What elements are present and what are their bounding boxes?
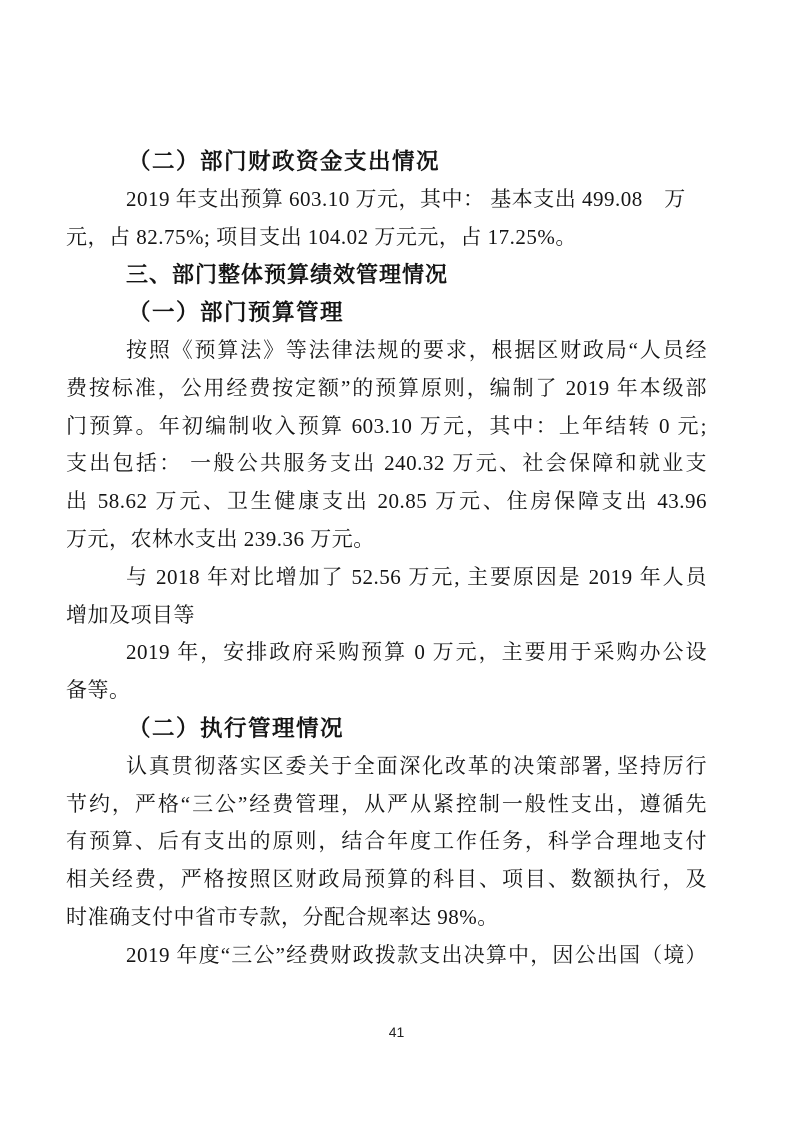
paragraph-line: 增加及项目等 [66, 602, 195, 627]
paragraph-line: 有预算、后有支出的原则，结合年度工作任务，科学合理地支付 [66, 829, 707, 854]
paragraph-line: 节约，严格“三公”经费管理，从严从紧控制一般性支出，遵循先 [66, 791, 707, 816]
paragraph-line: 认真贯彻落实区委关于全面深化改革的决策部署, 坚持厉行 [126, 753, 707, 778]
paragraph-line: 出 58.62 万元、卫生健康支出 20.85 万元、住房保障支出 43.96 [66, 489, 707, 514]
paragraph-line: 2019 年，安排政府采购预算 0 万元，主要用于采购办公设 [126, 640, 707, 665]
page-number: 41 [388, 1024, 405, 1040]
paragraph-line: 2019 年支出预算 603.10 万元，其中： 基本支出 499.08 万 [126, 186, 686, 211]
paragraph-line: 支出包括： 一般公共服务支出 240.32 万元、社会保障和就业支 [66, 451, 707, 476]
paragraph-line: 2019 年度“三公”经费财政拨款支出决算中，因公出国（境） [126, 942, 707, 967]
heading-dept-fiscal-expenditure: （二）部门财政资金支出情况 [128, 149, 441, 174]
paragraph-line: 相关经费，严格按照区财政局预算的科目、项目、数额执行，及 [66, 867, 707, 892]
paragraph-line: 元，占 82.75%; 项目支出 104.02 万元元，占 17.25%。 [66, 224, 577, 249]
paragraph-line: 时准确支付中省市专款，分配合规率达 98%。 [66, 904, 499, 929]
document-body [66, 143, 707, 975]
paragraph-line: 门预算。年初编制收入预算 603.10 万元，其中：上年结转 0 元; [66, 413, 707, 438]
paragraph-line: 按照《预算法》等法律法规的要求，根据区财政局“人员经 [126, 337, 707, 362]
paragraph-line: 与 2018 年对比增加了 52.56 万元, 主要原因是 2019 年人员 [126, 564, 707, 589]
paragraph-line: 备等。 [66, 678, 131, 703]
paragraph-line: 万元，农林水支出 239.36 万元。 [66, 526, 375, 551]
heading-dept-budget-management: （一）部门预算管理 [128, 300, 345, 326]
heading-execution-management: （二）执行管理情况 [128, 715, 345, 741]
paragraph-line: 费按标准，公用经费按定额”的预算原则，编制了 2019 年本级部 [66, 375, 707, 400]
heading-overall-budget-performance: 三、部门整体预算绩效管理情况 [126, 262, 449, 288]
